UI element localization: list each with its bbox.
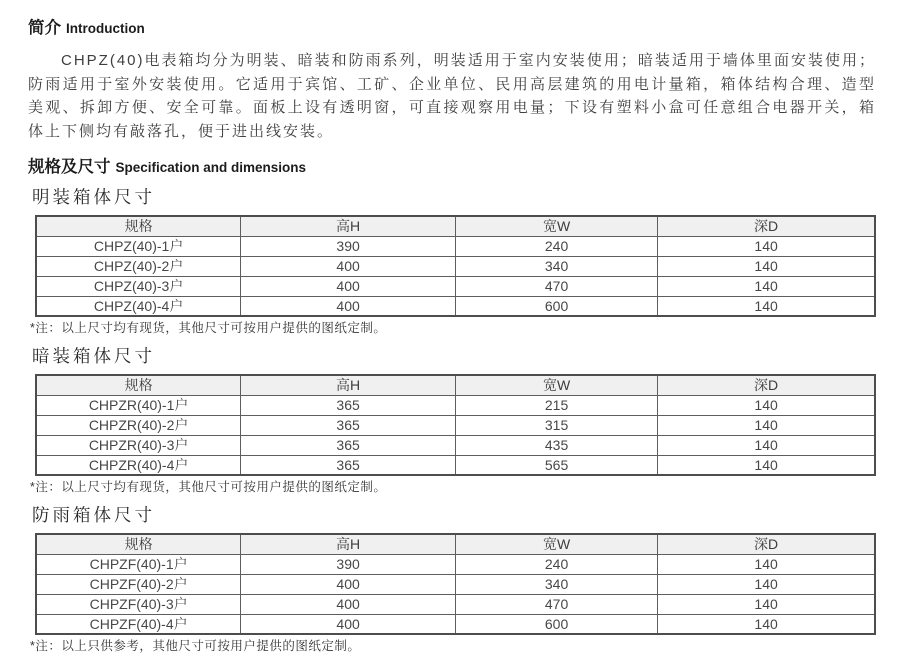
cell-spec: CHPZF(40)-1户 bbox=[36, 554, 241, 574]
cell-spec: CHPZ(40)-2户 bbox=[36, 256, 241, 276]
cell-depth: 140 bbox=[658, 574, 875, 594]
table-row bbox=[36, 236, 875, 256]
cell-height: 390 bbox=[241, 236, 456, 256]
cell-depth: 140 bbox=[658, 276, 875, 296]
cell-width: 565 bbox=[455, 455, 657, 475]
cell-height: 400 bbox=[241, 256, 456, 276]
col-header-height: 高H bbox=[241, 216, 456, 236]
cell-depth: 140 bbox=[658, 395, 875, 415]
section-rainproof bbox=[28, 505, 876, 654]
cell-depth: 140 bbox=[658, 236, 875, 256]
cell-height: 400 bbox=[241, 614, 456, 634]
cell-depth: 140 bbox=[658, 594, 875, 614]
table-row bbox=[36, 395, 875, 415]
cell-width: 240 bbox=[455, 236, 657, 256]
cell-width: 240 bbox=[455, 554, 657, 574]
cell-spec: CHPZ(40)-4户 bbox=[36, 296, 241, 316]
cell-height: 400 bbox=[241, 574, 456, 594]
table-title-flush-mounted: 暗装箱体尺寸 bbox=[32, 346, 155, 366]
col-header-height: 高H bbox=[241, 534, 456, 554]
intro-heading bbox=[28, 12, 876, 39]
intro-paragraph: CHPZ(40)电表箱均分为明装、暗装和防雨系列，明装适用于室内安装使用；暗装适用于墙体里面安装使用；防雨适用于室外安装使用。它适用于宾馆、工矿、企业单位、民用高层建筑的用电计量箱，箱体结构合理、造型美观、拆卸方便、安全可靠。面板上设有透明窗，可直接观察用电量；下设有塑料小盒可任意组合电器开关，箱体上下侧均有敲落孔，便于进出线安装。 bbox=[28, 52, 876, 140]
col-header-height: 高H bbox=[241, 375, 456, 395]
cell-width: 340 bbox=[455, 574, 657, 594]
cell-spec: CHPZ(40)-1户 bbox=[36, 236, 241, 256]
cell-width: 340 bbox=[455, 256, 657, 276]
cell-spec: CHPZR(40)-1户 bbox=[36, 395, 241, 415]
cell-height: 365 bbox=[241, 435, 456, 455]
table-row bbox=[36, 435, 875, 455]
cell-spec: CHPZR(40)-4户 bbox=[36, 455, 241, 475]
cell-height: 390 bbox=[241, 554, 456, 574]
cell-width: 315 bbox=[455, 415, 657, 435]
table-row bbox=[36, 614, 875, 634]
cell-height: 365 bbox=[241, 455, 456, 475]
cell-depth: 140 bbox=[658, 455, 875, 475]
cell-width: 600 bbox=[455, 296, 657, 316]
cell-height: 400 bbox=[241, 296, 456, 316]
cell-depth: 140 bbox=[658, 415, 875, 435]
col-header-spec: 规格 bbox=[36, 216, 241, 236]
dimensions-table-rainproof bbox=[35, 533, 876, 635]
cell-spec: CHPZF(40)-4户 bbox=[36, 614, 241, 634]
cell-spec: CHPZR(40)-3户 bbox=[36, 435, 241, 455]
col-header-spec: 规格 bbox=[36, 375, 241, 395]
cell-width: 435 bbox=[455, 435, 657, 455]
dimensions-table-flush-mounted bbox=[35, 374, 876, 476]
cell-spec: CHPZF(40)-2户 bbox=[36, 574, 241, 594]
cell-width: 215 bbox=[455, 395, 657, 415]
table-note: *注：以上只供参考，其他尺寸可按用户提供的图纸定制。 bbox=[30, 639, 361, 653]
cell-width: 600 bbox=[455, 614, 657, 634]
cell-depth: 140 bbox=[658, 435, 875, 455]
table-note: *注：以上尺寸均有现货，其他尺寸可按用户提供的图纸定制。 bbox=[30, 480, 387, 494]
cell-spec: CHPZR(40)-2户 bbox=[36, 415, 241, 435]
cell-depth: 140 bbox=[658, 614, 875, 634]
section-flush-mounted bbox=[28, 346, 876, 495]
table-header-row bbox=[36, 216, 875, 236]
col-header-spec: 规格 bbox=[36, 534, 241, 554]
col-header-depth: 深D bbox=[658, 216, 875, 236]
intro-heading-en: Introduction bbox=[66, 21, 145, 36]
cell-height: 400 bbox=[241, 276, 456, 296]
col-header-width: 宽W bbox=[455, 375, 657, 395]
table-row bbox=[36, 455, 875, 475]
cell-spec: CHPZ(40)-3户 bbox=[36, 276, 241, 296]
cell-width: 470 bbox=[455, 594, 657, 614]
cell-depth: 140 bbox=[658, 554, 875, 574]
table-row bbox=[36, 594, 875, 614]
col-header-depth: 深D bbox=[658, 375, 875, 395]
cell-height: 400 bbox=[241, 594, 456, 614]
spec-heading-en: Specification and dimensions bbox=[115, 160, 307, 175]
table-header-row bbox=[36, 534, 875, 554]
table-row bbox=[36, 574, 875, 594]
table-row bbox=[36, 256, 875, 276]
spec-heading-zh: 规格及尺寸 bbox=[28, 158, 111, 176]
section-surface-mounted bbox=[28, 187, 876, 336]
table-row bbox=[36, 276, 875, 296]
col-header-depth: 深D bbox=[658, 534, 875, 554]
intro-heading-zh: 简介 bbox=[28, 19, 61, 37]
cell-height: 365 bbox=[241, 415, 456, 435]
table-header-row bbox=[36, 375, 875, 395]
dimensions-table-surface-mounted bbox=[35, 215, 876, 317]
table-row bbox=[36, 296, 875, 316]
cell-spec: CHPZF(40)-3户 bbox=[36, 594, 241, 614]
spec-heading bbox=[28, 155, 876, 178]
col-header-width: 宽W bbox=[455, 216, 657, 236]
table-note: *注：以上尺寸均有现货，其他尺寸可按用户提供的图纸定制。 bbox=[30, 321, 387, 335]
cell-depth: 140 bbox=[658, 256, 875, 276]
table-title-rainproof: 防雨箱体尺寸 bbox=[32, 505, 155, 525]
table-title-surface-mounted: 明装箱体尺寸 bbox=[32, 187, 155, 207]
table-row bbox=[36, 554, 875, 574]
cell-depth: 140 bbox=[658, 296, 875, 316]
col-header-width: 宽W bbox=[455, 534, 657, 554]
table-row bbox=[36, 415, 875, 435]
cell-width: 470 bbox=[455, 276, 657, 296]
cell-height: 365 bbox=[241, 395, 456, 415]
